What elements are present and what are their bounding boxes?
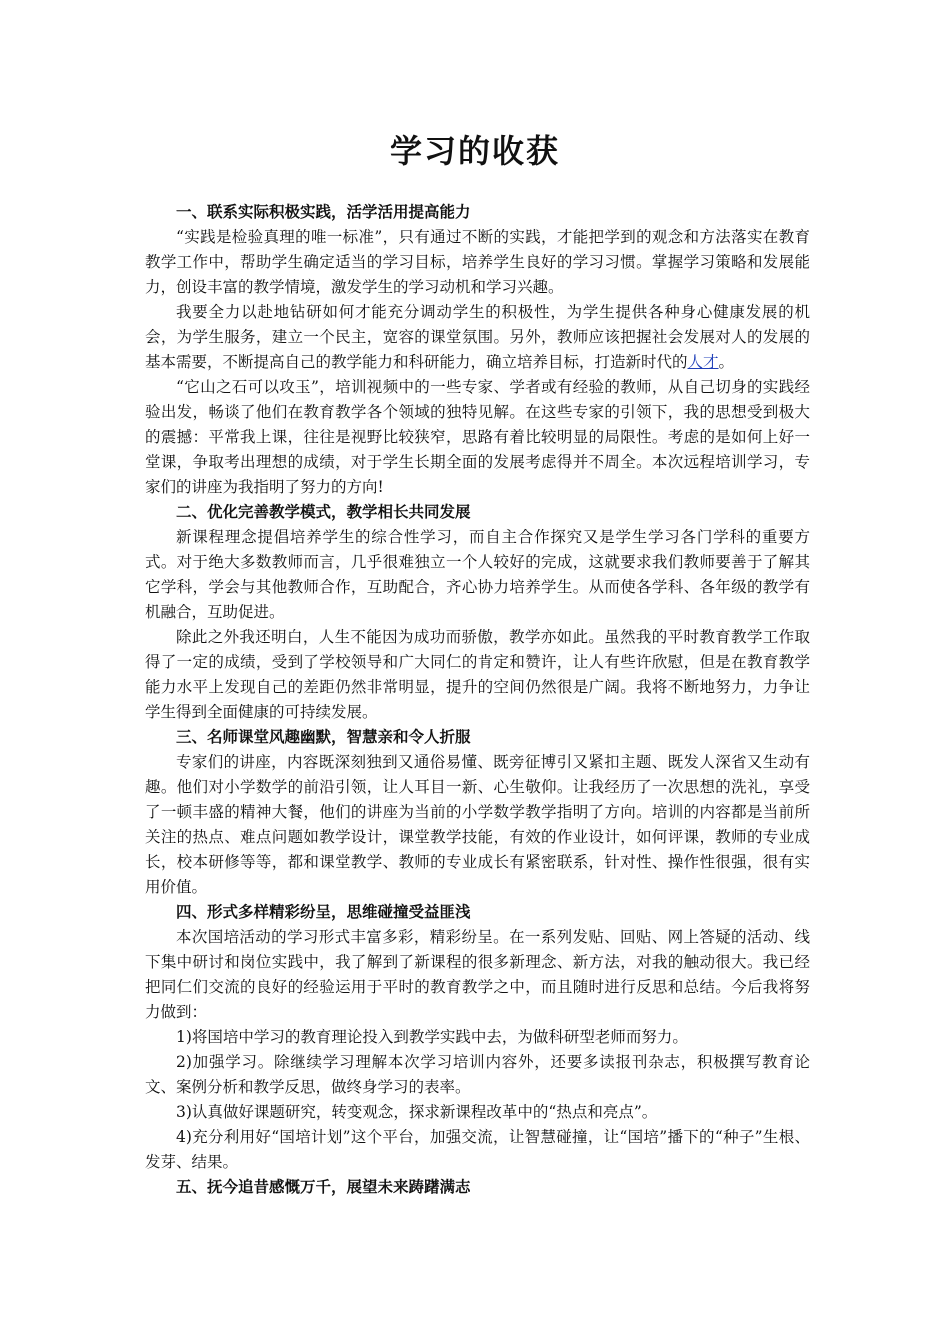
list-item: 1)将国培中学习的教育理论投入到教学实践中去，为做科研型老师而努力。 [176,1028,688,1046]
talent-link[interactable]: 人才 [687,353,719,371]
paragraph [145,300,810,375]
section-heading-2: 二、优化完善教学模式，教学相长共同发展 [176,503,471,521]
section-heading-5: 五、抚今追昔感慨万千，展望未来踌躇满志 [176,1178,471,1196]
section-heading-4: 四、形式多样精彩纷呈，思维碰撞受益匪浅 [176,903,471,921]
paragraph-tail: 。 [718,353,735,371]
document-body [145,200,810,1200]
page-title: 学习的收获 [389,132,560,170]
paragraph: 专家们的讲座，内容既深刻独到又通俗易懂、既旁征博引又紧扣主题、既发人深省又生动有趣。他们对小学数学的前沿引领，让人耳目一新、心生敬仰。让我经历了一次思想的洗礼，享受了一顿丰盛的精神大餐，他们的讲座为当前的小学数学教学指明了方向。培训的内容都是当前所关注的热点、难点问题如教学设计，课堂教学技能，有效的作业设计，如何评课，教师的专业成长，校本研修等等，都和课堂教学、教师的专业成长有紧密联系，针对性、操作性很强，很有实用价值。 [145,753,810,896]
paragraph: 新课程理念提倡培养学生的综合性学习，而自主合作探究又是学生学习各门学科的重要方式。对于绝大多数教师而言，几乎很难独立一个人较好的完成，这就要求我们教师要善于了解其它学科，学会与其他教师合作，互助配合，齐心协力培养学生。从而使各学科、各年级的教学有机融合，互助促进。 [145,528,810,621]
paragraph: 除此之外我还明白，人生不能因为成功而骄傲，教学亦如此。虽然我的平时教育教学工作取得了一定的成绩，受到了学校领导和广大同仁的肯定和赞许，让人有些许欣慰，但是在教育教学能力水平上发现自己的差距仍然非常明显，提升的空间仍然很是广阔。我将不断地努力，力争让学生得到全面健康的可持续发展。 [145,628,810,721]
section-heading-3: 三、名师课堂风趣幽默，智慧亲和令人折服 [176,728,471,746]
list-item: 4)充分利用好“国培计划”这个平台，加强交流，让智慧碰撞，让“国培”播下的“种子”生根、发芽、结果。 [145,1128,810,1171]
paragraph-text: 我要全力以赴地钻研如何才能充分调动学生的积极性，为学生提供各种身心健康发展的机会，为学生服务，建立一个民主，宽容的课堂氛围。另外，教师应该把握社会发展对人的发展的基本需要，不断提高自己的教学能力和科研能力，确立培养目标，打造新时代的 [145,303,810,371]
paragraph: “实践是检验真理的唯一标准”，只有通过不断的实践，才能把学到的观念和方法落实在教育教学工作中，帮助学生确定适当的学习目标，培养学生良好的学习习惯。掌握学习策略和发展能力，创设丰富的教学情境，激发学生的学习动机和学习兴趣。 [145,228,810,296]
paragraph: “它山之石可以攻玉”，培训视频中的一些专家、学者或有经验的教师，从自己切身的实践经验出发，畅谈了他们在教育教学各个领域的独特见解。在这些专家的引领下，我的思想受到极大的震撼：平常我上课，往往是视野比较狭窄，思路有着比较明显的局限性。考虑的是如何上好一堂课，争取考出理想的成绩，对于学生长期全面的发展考虑得并不周全。本次远程培训学习，专家们的讲座为我指明了努力的方向! [145,378,810,496]
list-item: 3)认真做好课题研究，转变观念，探求新课程改革中的“热点和亮点”。 [176,1103,658,1121]
section-heading-1: 一、联系实际积极实践，活学活用提高能力 [176,203,471,221]
list-item: 2)加强学习。除继续学习理解本次学习培训内容外，还要多读报刊杂志，积极撰写教育论文、案例分析和教学反思，做终身学习的表率。 [145,1053,810,1096]
paragraph: 本次国培活动的学习形式丰富多彩，精彩纷呈。在一系列发贴、回贴、网上答疑的活动、线下集中研讨和岗位实践中，我了解到了新课程的很多新理念、新方法，对我的触动很大。我已经把同仁们交流的良好的经验运用于平时的教育教学之中，而且随时进行反思和总结。今后我将努力做到： [145,928,810,1021]
